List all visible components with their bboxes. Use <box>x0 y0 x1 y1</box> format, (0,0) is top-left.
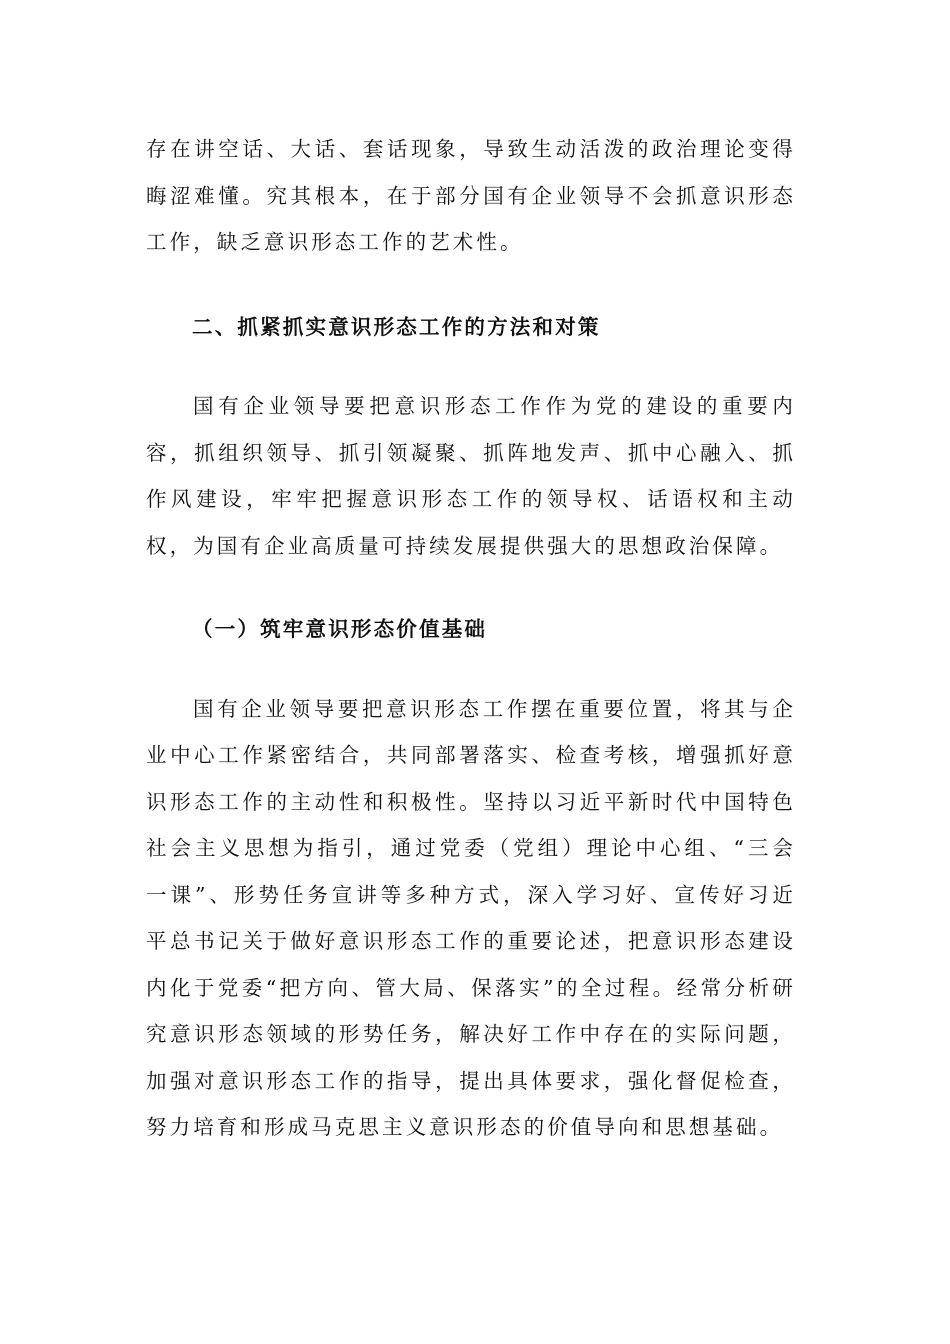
subsection-heading: （一）筑牢意识形态价值基础 <box>192 617 488 641</box>
spacer <box>146 569 796 606</box>
spacer <box>146 350 796 383</box>
document-page <box>146 126 796 1151</box>
section-heading: 二、抓紧抓实意识形态工作的方法和对策 <box>192 314 601 339</box>
paragraph-section-intro: 国有企业领导要把意识形态工作作为党的建设的重要内容，抓组织领导、抓引领凝聚、抓阵地发声、抓中心融入、抓作风建设，牢牢把握意识形态工作的领导权、话语权和主动权，为国有企业高质量可持续发展提供强大的思想政治保障。 <box>146 394 796 558</box>
paragraph-continuation: 存在讲空话、大话、套话现象，导致生动活泼的政治理论变得晦涩难懂。究其根本，在于部分国有企业领导不会抓意识形态工作，缺乏意识形态工作的艺术性。 <box>146 137 796 254</box>
spacer <box>146 653 796 686</box>
paragraph-subsection-body: 国有企业领导要把意识形态工作摆在重要位置，将其与企业中心工作紧密结合，共同部署落实、检查考核，增强抓好意识形态工作的主动性和积极性。坚持以习近平新时代中国特色社会主义思想为指引，通过党委（党组）理论中心组、“三会一课”、形势任务宣讲等多种方式，深入学习好、宣传好习近平总书记关于做好意识形态工作的重要论述，把意识形态建设内化于党委“把方向、管大局、保落实”的全过程。经常分析研究意识形态领域的形势任务，解决好工作中存在的实际问题，加强对意识形态工作的指导，提出具体要求，强化督促检查，努力培育和形成马克思主义意识形态的价值导向和思想基础。 <box>146 696 796 1139</box>
spacer <box>146 266 796 304</box>
